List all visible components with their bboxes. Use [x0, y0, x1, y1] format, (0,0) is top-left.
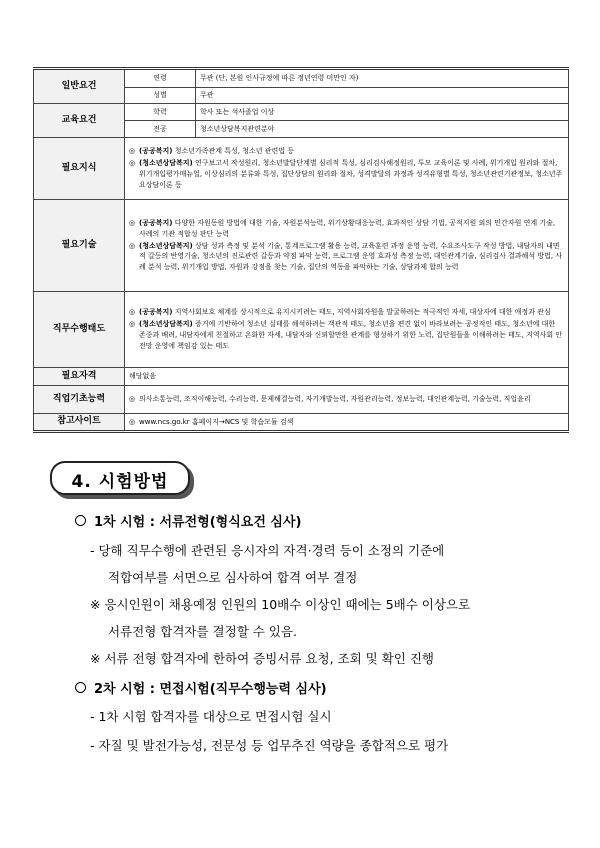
reference-site-cell — [125, 414, 569, 432]
first-exam-title: 1차 시험 : 서류전형(형식요건 심사) — [94, 515, 302, 530]
second-exam-title: 2차 시험 : 면접시험(직무수행능력 심사) — [94, 682, 327, 697]
double-circle-icon: ◎ — [129, 147, 136, 156]
second-exam-desc2: - 자질 및 발전가능성, 전문성 등 업무추진 역량을 종합적으로 평가 — [90, 738, 449, 753]
basic-competency-cell — [125, 386, 569, 414]
reference-site-item — [129, 417, 564, 428]
attitude-label: 직무수행태도 — [34, 292, 125, 368]
attitude-item — [129, 319, 564, 352]
qualification-value: 해당없음 — [125, 368, 569, 386]
general-requirements-label: 일반요건 — [34, 69, 125, 104]
qualification-label: 필요자격 — [34, 368, 125, 386]
reference-site-value: www.ncs.go.kr 홈페이지→NCS 및 학습모듈 검색 — [139, 417, 294, 426]
basic-competency-item — [129, 394, 564, 405]
item-heading: (공공복지) — [139, 218, 173, 227]
knowledge-cell — [125, 138, 569, 200]
item-heading: (청소년상담복지) — [139, 320, 193, 329]
reference-site-label: 참고사이트 — [34, 414, 125, 432]
skills-item — [129, 241, 564, 274]
age-value: 무관 (단, 본원 인사규정에 따른 정년연령 미만인 자) — [196, 69, 569, 88]
first-exam-note1-line1: ※ 응시인원이 채용예정 인원의 10배수 이상인 때에는 5배수 이상으로 — [90, 597, 471, 612]
double-circle-icon: ◎ — [129, 241, 136, 250]
basic-competency-value: 의사소통능력, 조직이해능력, 수리능력, 문제해결능력, 자기개발능력, 자원관리능력, 정보능력, 대인관계능력, 기술능력, 직업윤리 — [139, 395, 531, 404]
double-circle-icon: ◎ — [129, 320, 136, 329]
section-title: 4. 시험방법 — [71, 472, 169, 492]
skills-item — [129, 218, 564, 240]
second-exam-heading — [75, 678, 327, 697]
item-text: 상담 성과 측정 및 분석 기술, 통계프로그램 활용 능력, 교육훈련 과정 운영 능력, 수요조사도구 작성 방법, 내담자의 내면적 갈등의 반영기술, 청소년의 진로관련 갈등과 약점 파악 능력, 프로그램 운영 효과성 측정 능력, 대인관계기술, 심리검사 결과해석 방법, 사례 분석 능력, 위기개입 방법, 자원과 강점을 찾는 기술, 집단의 역동을 파악하는 기술, 상담과제 합의 능력 — [139, 241, 563, 272]
gender-label: 성별 — [125, 88, 196, 104]
double-circle-icon: ◎ — [129, 395, 136, 404]
attitude-item — [129, 307, 564, 318]
item-heading: (청소년상담복지) — [139, 241, 193, 250]
basic-competency-label: 직업기초능력 — [34, 386, 125, 414]
first-exam-note1-line2: 서류전형 합격자를 결정할 수 있음. — [108, 624, 297, 639]
double-circle-icon: ◎ — [129, 308, 136, 317]
first-exam-heading — [75, 511, 302, 530]
knowledge-item — [129, 146, 564, 157]
gender-value: 무관 — [196, 88, 569, 104]
degree-label: 학력 — [125, 104, 196, 121]
attitude-cell — [125, 292, 569, 368]
item-text: 청소년가족관계 특성, 청소년 관련법 등 — [174, 147, 295, 156]
skills-cell — [125, 200, 569, 292]
double-circle-icon: ◎ — [129, 159, 136, 168]
age-label: 연령 — [125, 69, 196, 88]
knowledge-item — [129, 158, 564, 191]
item-heading: (청소년상담복지) — [139, 159, 193, 168]
double-circle-icon: ◎ — [129, 218, 136, 227]
knowledge-label: 필요지식 — [34, 138, 125, 200]
circle-bullet-icon — [75, 682, 86, 693]
item-text: 다양한 자원동원 방법에 대한 기술, 자원분석능력, 위기상황대응능력, 효과적인 상담 기법, 공적지원 외의 민간자원 연계 기술, 사례의 기관 적합성 판단 능력 — [139, 218, 556, 238]
degree-value: 학사 또는 석사졸업 이상 — [196, 104, 569, 121]
second-exam-desc1: - 1차 시험 합격자를 대상으로 면접시험 실시 — [90, 709, 332, 724]
item-heading: (공공복지) — [139, 308, 173, 317]
major-value: 청소년상담복지관련분야 — [196, 121, 569, 138]
first-exam-desc-line2: 적합여부를 서면으로 심사하여 합격 여부 결정 — [108, 570, 358, 585]
item-text: 지역사회보호 체계를 상시적으로 유지시키려는 태도, 지역사회자원을 발굴하려는 적극적인 자세, 대상자에 대한 애정과 관심 — [174, 308, 551, 317]
section-heading-box — [50, 461, 190, 495]
first-exam-note2: ※ 서류 전형 합격자에 한하여 증빙서류 요청, 조회 및 확인 진행 — [90, 651, 434, 666]
major-label: 전공 — [125, 121, 196, 138]
job-requirements-table — [33, 67, 569, 433]
education-requirements-label: 교육요건 — [34, 104, 125, 138]
first-exam-desc-line1: - 당해 직무수행에 관련된 응시자의 자격·경력 등이 소정의 기준에 — [90, 543, 445, 558]
item-text: 증거에 기반하여 청소년 실태를 해석하려는 객관적 태도, 청소년을 편견 없이 바라보려는 공정적인 태도, 청소년에 대한 존중과 배려, 내담자에게 친절하고 온화한 자세, 내담자와 신뢰할만한 관계를 형성하기 위한 노력, 집단원들을 이해하려는 태도, 지역사회 안전망 운영에 책임감 있는 태도 — [139, 320, 563, 350]
item-heading: (공공복지) — [139, 147, 173, 156]
skills-label: 필요기술 — [34, 200, 125, 292]
item-text: 연구보고서 작성원리, 청소년발달단계별 심리적 특성, 심리검사해정원리, 투모 교육이론 및 사례, 위기개입 원리와 절차, 위기개입평가매뉴얼, 이상심리의 분류와 특성, 집단상담의 원리와 절차, 성격발달의 과정과 성격유형별 특성, 청소년관련기관정보, 청소년주요상담이론 등 — [139, 159, 563, 189]
double-circle-icon: ◎ — [129, 417, 136, 426]
circle-bullet-icon — [75, 515, 86, 526]
